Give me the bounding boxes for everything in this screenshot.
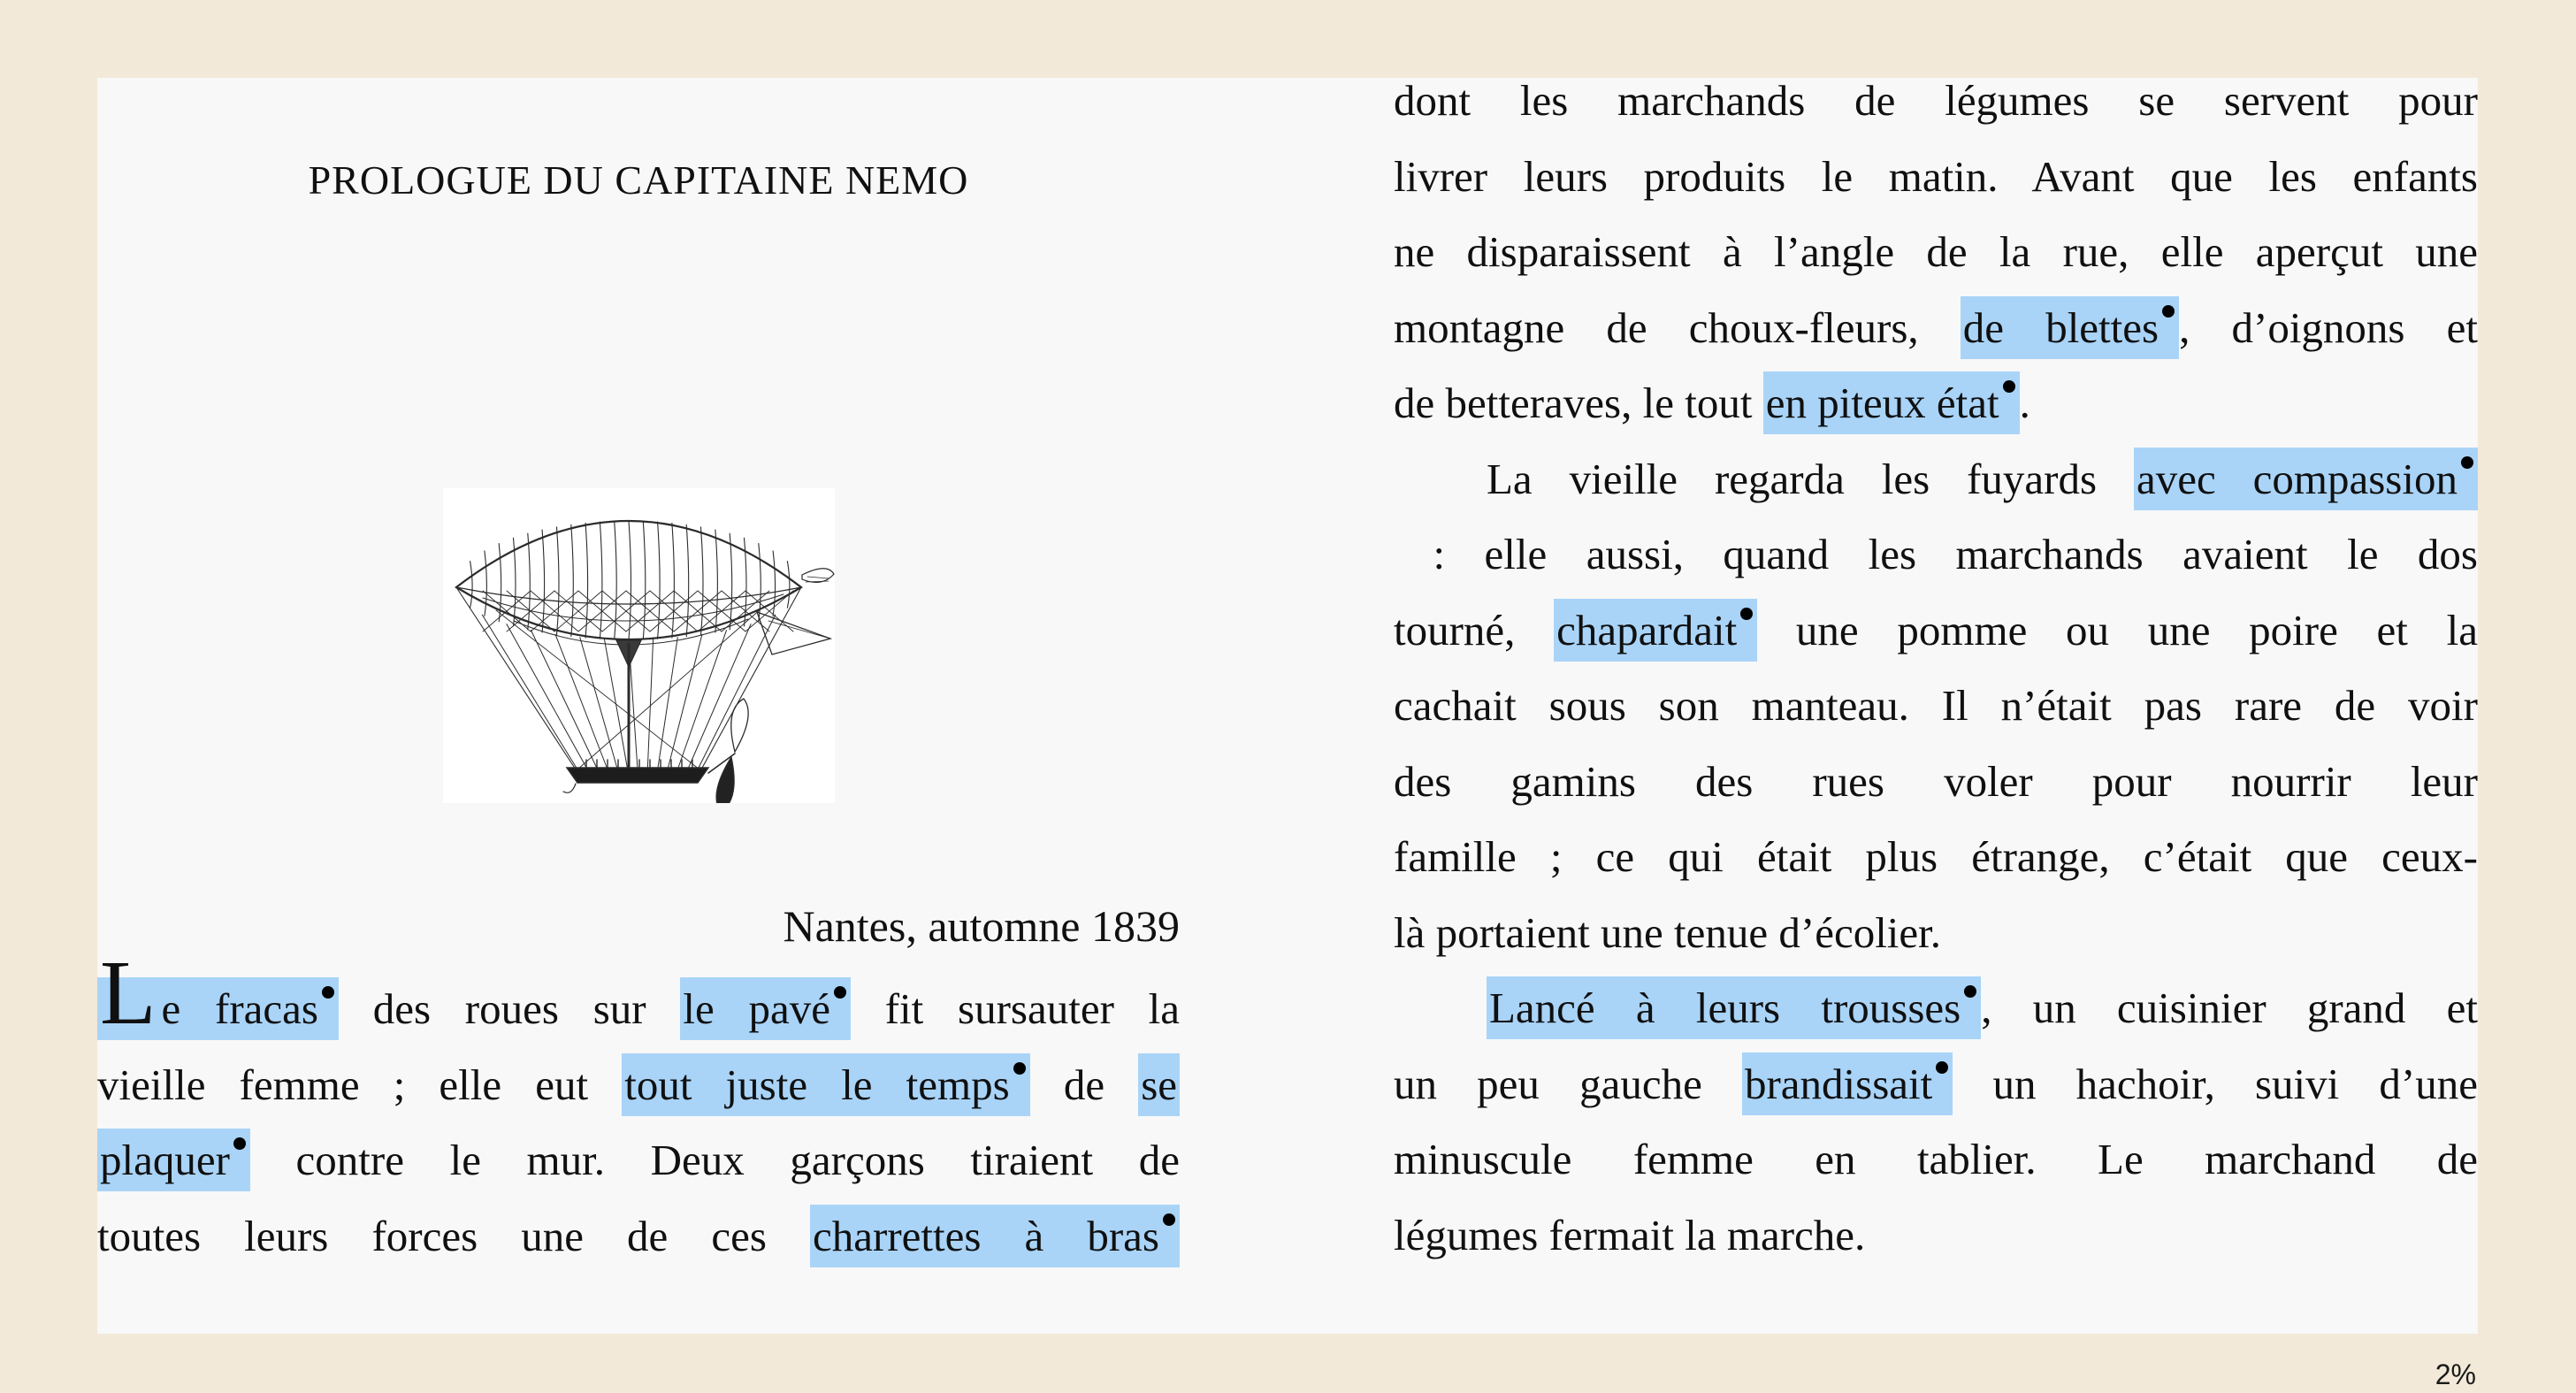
text-segment: de <box>1029 1060 1139 1109</box>
vocab-highlight[interactable] <box>97 942 159 1044</box>
text-line <box>1394 63 2478 139</box>
vocab-dot-icon[interactable] <box>1936 1061 1948 1074</box>
text-segment: des roues sur <box>338 984 681 1033</box>
vocab-highlight[interactable]: se <box>1138 1053 1180 1116</box>
vocab-highlight[interactable]: plaquer <box>97 1129 250 1191</box>
vocab-highlight[interactable]: e fracas <box>159 977 339 1040</box>
vocab-dot-icon[interactable] <box>834 986 846 999</box>
vocab-highlight[interactable]: tout juste le temps <box>622 1053 1030 1116</box>
text-line <box>1394 1198 2478 1274</box>
text-line <box>1394 214 2478 290</box>
text-line <box>1394 668 2478 744</box>
right-column <box>1394 63 2478 1273</box>
text-segment: . <box>2019 379 2030 427</box>
text-segment: de betteraves, le tout <box>1394 379 1763 427</box>
text-segment: tourné, <box>1394 605 1555 654</box>
text-line <box>1394 290 2478 366</box>
text-segment: : elle aussi, quand les marchands avaient le dos <box>1394 530 2478 578</box>
left-paragraph <box>97 942 1181 1274</box>
text-line <box>1394 441 2478 517</box>
text-line <box>97 1047 1180 1123</box>
dateline: Nantes, automne 1839 <box>783 901 1180 951</box>
text-segment: , d’oignons et <box>2179 302 2479 352</box>
vocab-highlight[interactable]: Lancé à leurs trousses <box>1487 976 1981 1039</box>
text-segment: ne disparaissent à l’angle de la rue, elle aperçut une <box>1394 227 2478 276</box>
airship-illustration <box>443 488 835 803</box>
text-segment: minuscule femme en tablier. Le marchand de <box>1394 1135 2478 1183</box>
text-line <box>1394 365 2478 441</box>
vocab-dot-icon[interactable] <box>322 986 334 999</box>
text-line <box>1394 1046 2478 1122</box>
text-segment: contre le mur. Deux garçons tiraient de <box>249 1136 1180 1184</box>
text-segment: livrer leurs produits le matin. Avant que les enfants <box>1394 151 2478 201</box>
text-line <box>1394 895 2478 971</box>
vocab-dot-icon[interactable] <box>2003 380 2015 393</box>
text-segment: un peu gauche <box>1394 1059 1742 1108</box>
text-line <box>1394 744 2478 820</box>
drop-cap: L <box>100 942 157 1044</box>
text-segment: des gamins des rues voler pour nourrir leur <box>1394 756 2478 806</box>
text-line <box>1394 517 2478 593</box>
text-segment: famille ; ce qui était plus étrange, c’était que ceux- <box>1394 832 2478 881</box>
airship-drawing <box>443 488 835 803</box>
text-line <box>1394 139 2478 215</box>
text-line <box>97 1122 1180 1198</box>
vocab-dot-icon[interactable] <box>1163 1213 1175 1226</box>
vocab-highlight[interactable]: brandissait <box>1742 1052 1953 1115</box>
text-segment: légumes fermait la marche. <box>1394 1210 1866 1259</box>
text-segment: , un cuisinier grand et <box>1981 984 2478 1032</box>
book-page[interactable] <box>97 78 2478 1334</box>
left-column <box>97 78 1180 1274</box>
text-segment: fit sursauter la <box>850 984 1181 1033</box>
text-segment: vieille femme ; elle eut <box>97 1060 623 1109</box>
vocab-highlight[interactable]: chapardait <box>1554 599 1757 662</box>
text-line <box>97 1198 1180 1274</box>
text-segment: toutes leurs forces une de ces <box>97 1211 811 1260</box>
vocab-highlight[interactable]: de blettes <box>1961 296 2179 359</box>
vocab-dot-icon[interactable] <box>2162 305 2175 318</box>
vocab-highlight[interactable]: le pavé <box>680 977 851 1040</box>
text-segment: La vieille regarda les fuyards <box>1487 454 2134 503</box>
text-segment: un hachoir, suivi d’une <box>1953 1059 2478 1108</box>
vocab-highlight[interactable]: en piteux état <box>1763 371 2020 434</box>
vocab-dot-icon[interactable] <box>1013 1062 1026 1075</box>
text-line <box>97 942 1181 1047</box>
vocab-dot-icon[interactable] <box>233 1137 246 1150</box>
text-line <box>1394 1121 2478 1198</box>
text-line <box>1394 593 2478 669</box>
text-segment: dont les marchands de légumes se servent pour <box>1394 76 2478 125</box>
vocab-dot-icon[interactable] <box>1740 608 1753 620</box>
text-line <box>1394 819 2478 895</box>
text-segment: montagne de choux-fleurs, <box>1394 302 1961 352</box>
text-line <box>1394 970 2478 1046</box>
chapter-title: PROLOGUE DU CAPITAINE NEMO <box>308 157 969 203</box>
vocab-dot-icon[interactable] <box>1964 985 1976 998</box>
vocab-dot-icon[interactable] <box>2461 456 2473 469</box>
vocab-highlight[interactable]: charrettes à bras <box>810 1205 1180 1267</box>
vocab-highlight[interactable]: avec compassion <box>2134 448 2478 510</box>
text-segment: cachait sous son manteau. Il n’était pas rare de voir <box>1394 681 2478 730</box>
text-segment: là portaient une tenue d’écolier. <box>1394 907 1942 957</box>
progress-percent: 2% <box>2435 1359 2476 1390</box>
text-segment: une pomme ou une poire et la <box>1757 605 2478 654</box>
